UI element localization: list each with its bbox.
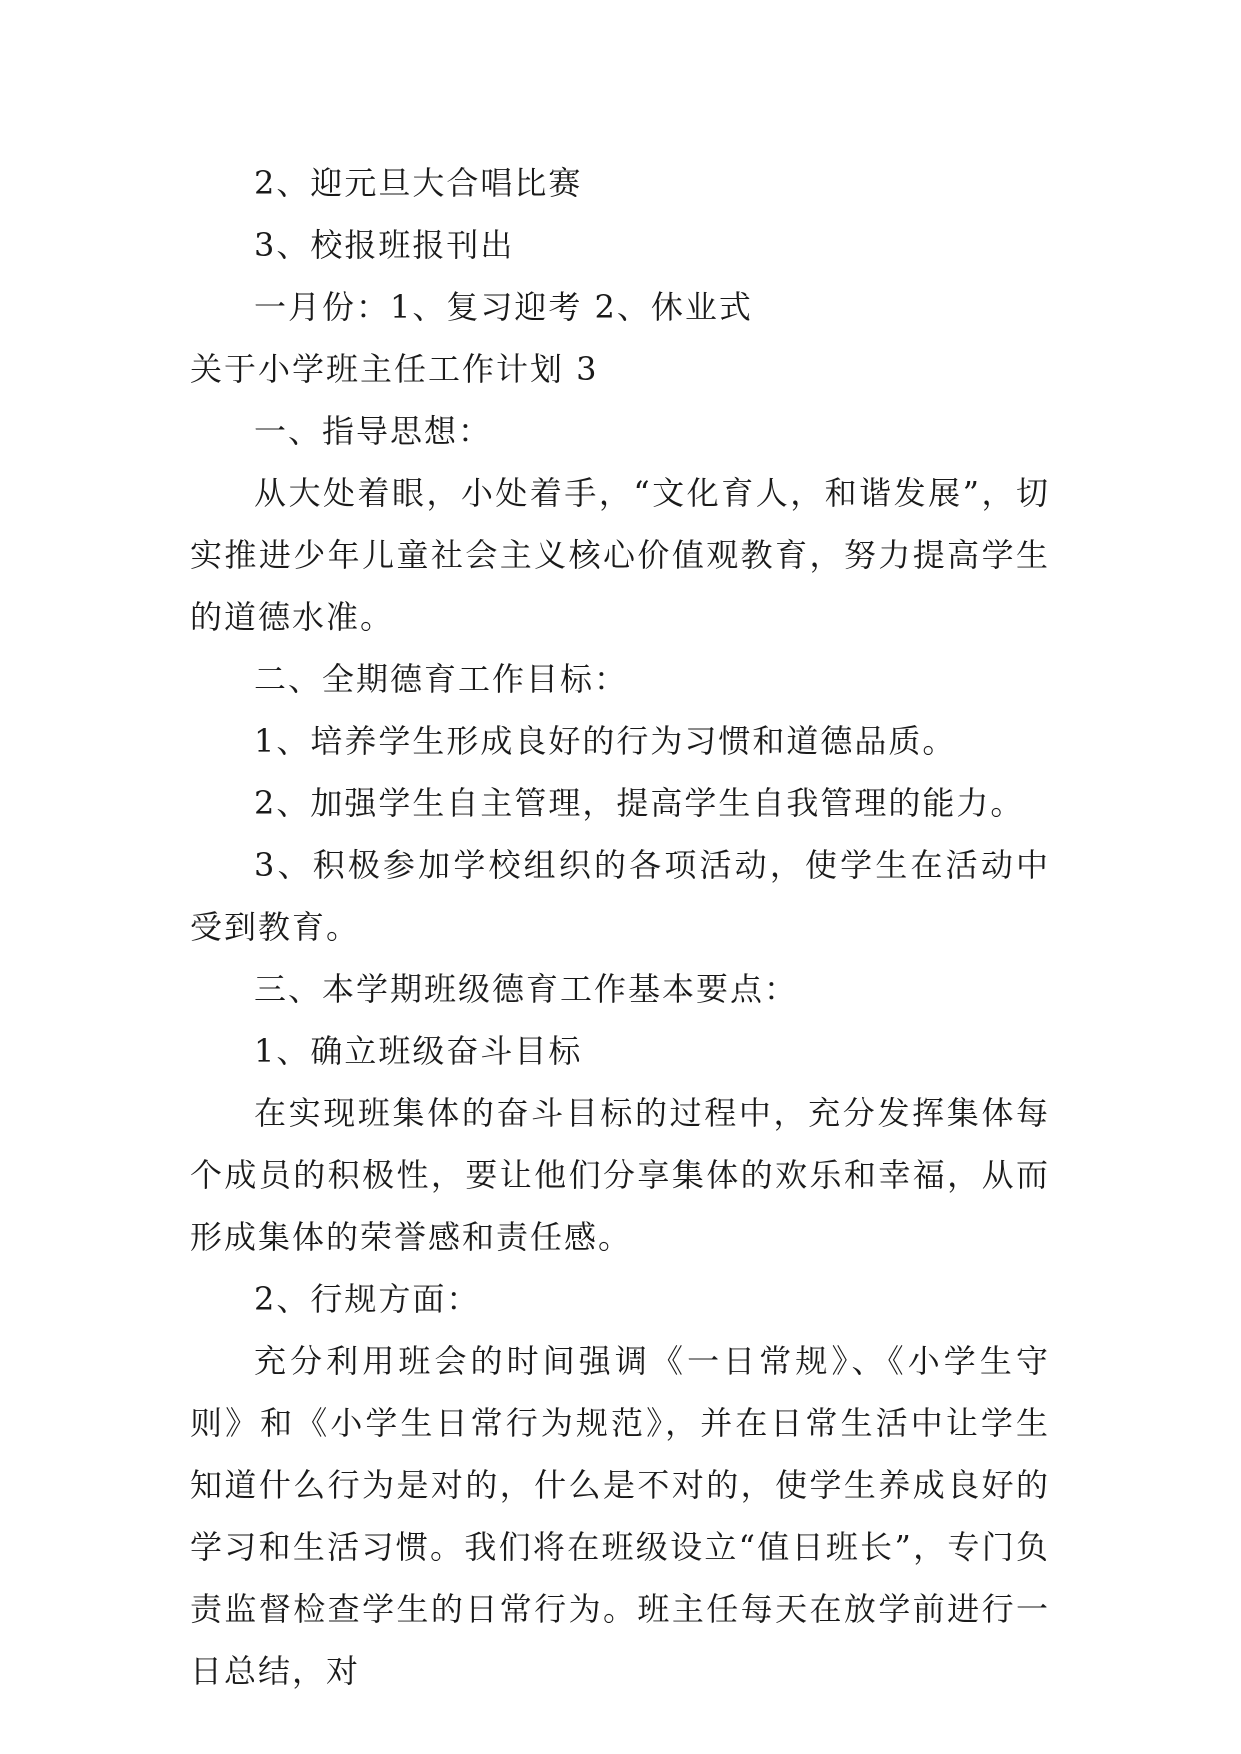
subheading: 2、行规方面： (254, 1280, 481, 1318)
subheading: 1、确立班级奋斗目标 (254, 1032, 583, 1070)
list-item: 2、加强学生自主管理，提高学生自我管理的能力。 (254, 784, 1025, 822)
heading-key-points: 三、本学期班级德育工作基本要点： (254, 970, 799, 1008)
section-title: 关于小学班主任工作计划 3 (190, 350, 599, 388)
list-item: 3、积极参加学校组织的各项活动，使学生在活动中受到教育。 (190, 846, 1050, 946)
heading-goals: 二、全期德育工作目标： (254, 660, 629, 698)
document-body (190, 152, 1050, 1702)
paragraph: 一月份：1、复习迎考 2、休业式 (254, 288, 753, 326)
paragraph: 充分利用班会的时间强调《一日常规》、《小学生守则》和《小学生日常行为规范》，并在日常生活中让学生知道什么行为是对的，什么是不对的，使学生养成良好的学习和生活习惯。我们将在班级设立“值日班长”，专门负责监督检查学生的日常行为。班主任每天在放学前进行一日总结，对 (190, 1342, 1050, 1690)
paragraph: 在实现班集体的奋斗目标的过程中，充分发挥集体每个成员的积极性，要让他们分享集体的欢乐和幸福，从而形成集体的荣誉感和责任感。 (190, 1094, 1050, 1256)
paragraph: 3、校报班报刊出 (254, 226, 515, 264)
paragraph: 2、迎元旦大合唱比赛 (254, 164, 583, 202)
heading-guiding-idea: 一、指导思想： (254, 412, 493, 450)
list-item: 1、培养学生形成良好的行为习惯和道德品质。 (254, 722, 957, 760)
paragraph: 从大处着眼，小处着手，“文化育人，和谐发展”，切实推进少年儿童社会主义核心价值观教育，努力提高学生的道德水准。 (190, 474, 1050, 636)
